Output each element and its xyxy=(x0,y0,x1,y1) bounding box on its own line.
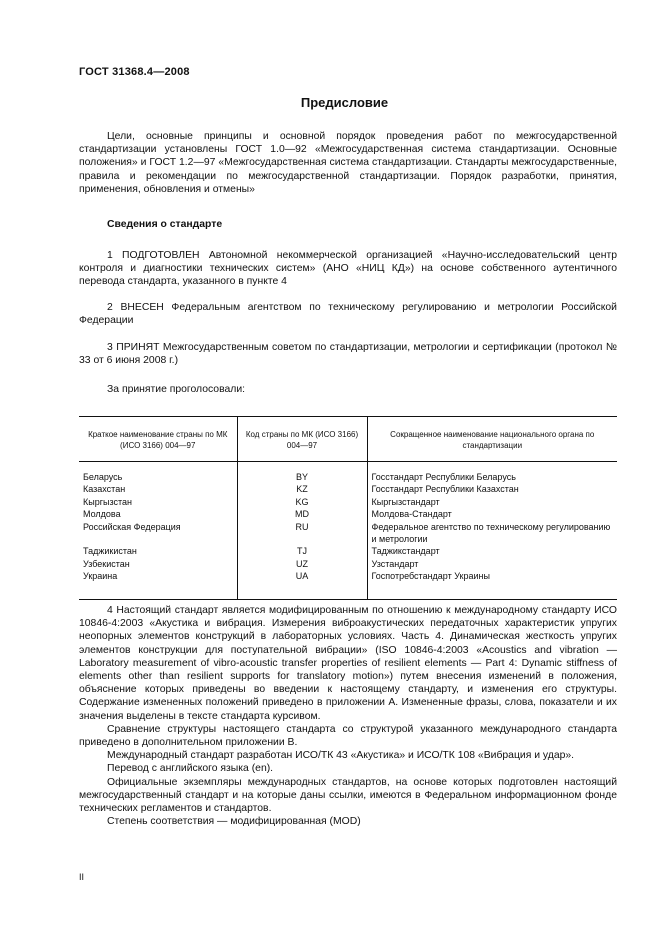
org-cell: Таджикстандарт xyxy=(367,545,617,557)
voting-table xyxy=(79,416,617,600)
table-row xyxy=(79,483,617,495)
country-cell: Казахстан xyxy=(83,484,126,495)
table-row xyxy=(79,462,617,484)
item-1: 1 ПОДГОТОВЛЕН Автономной некоммерческой организацией «Научно-исследовательский центр контроля и диагностики технических систем» (АНО «НИЦ КД») на основе собственного аутентичного перевода стандарта, указанного в пункте 4 xyxy=(79,250,617,288)
org-cell: Молдова-Стандарт xyxy=(367,508,617,520)
org-cell: Федеральное агентство по техническому регулированию и метрологии xyxy=(367,521,617,546)
table-header-row xyxy=(79,417,617,462)
country-cell: Беларусь xyxy=(83,472,123,482)
table-header-code: Код страны по МК (ИСО 3166) 004—97 xyxy=(237,417,367,462)
org-cell: Кыргызстандарт xyxy=(367,496,617,508)
item-3-block xyxy=(79,341,617,367)
vote-label: За принятие проголосовали: xyxy=(107,384,246,395)
code-cell: UA xyxy=(237,570,367,599)
code-cell: BY xyxy=(237,462,367,484)
table-row xyxy=(79,545,617,557)
item-4: 4 Настоящий стандарт является модифицированным по отношению к международному стандарту ИСО 10846-4:2003 «Акустика и вибрация. Измерения виброакустических передаточных характеристик упругих неопорных элементов конструкций в лабораторных условиях. Часть 4. Динамическая жесткость упругих элементов конструкции для поступательной вибрации» (ISO 10846-4:2003 «Acoustics and vibration — Laboratory measurement of vibro-acoustic transfer properties of resilient elements — Part 4: Dynamic stiffness of elements other than resilient supports for translatory motion») путем внесения изменений в положения, объяснение которых приведены во введении к настоящему стандарту, и изменения его структуры. Содержание измененных положений приведено в приложении А. Измененные фразы, слова, показатели и их значения выделены в тексте стандарта курсивом. xyxy=(79,605,617,722)
item-3: 3 ПРИНЯТ Межгосударственным советом по стандартизации, метрологии и сертификации (протокол № 33 от 6 июня 2008 г.) xyxy=(79,342,617,367)
table-row xyxy=(79,558,617,570)
country-cell: Украина xyxy=(79,570,237,599)
table-row xyxy=(79,521,617,546)
intro-block xyxy=(79,130,617,196)
official-copies-paragraph: Официальные экземпляры международных стандартов, на основе которых подготовлен настоящий межгосударственный стандарт и на которые даны ссылки, имеются в Федеральном информационном фонде технических регламентов и стандартов. xyxy=(79,776,617,815)
country-cell: Узбекистан xyxy=(83,558,130,569)
country-cell: Кыргызстан xyxy=(83,496,132,507)
item-2-block xyxy=(79,301,617,327)
vote-label-block xyxy=(79,383,617,396)
country-cell: Таджикистан xyxy=(83,546,137,557)
code-cell: MD xyxy=(237,508,367,520)
table-header-country: Краткое наименование страны по МК (ИСО 3166) 004—97 xyxy=(79,417,237,462)
code-cell: RU xyxy=(237,521,367,546)
table-row xyxy=(79,496,617,508)
code-cell: KG xyxy=(237,496,367,508)
table-row xyxy=(79,508,617,520)
item-2: 2 ВНЕСЕН Федеральным агентством по техническому регулированию и метрологии Российской Федерации xyxy=(79,302,617,327)
page-number: II xyxy=(79,872,85,882)
code-cell: KZ xyxy=(237,483,367,495)
conformity-paragraph: Степень соответствия — модифицированная (MOD) xyxy=(107,816,361,828)
section-heading-block xyxy=(79,219,617,230)
org-cell: Узстандарт xyxy=(367,558,617,570)
country-cell: Молдова xyxy=(83,509,121,520)
code-cell: TJ xyxy=(237,545,367,557)
table-header-org: Сокращенное наименование национального органа по стандартизации xyxy=(367,417,617,462)
org-cell: Госстандарт Республики Казахстан xyxy=(367,483,617,495)
document-header: ГОСТ 31368.4—2008 xyxy=(79,66,190,78)
intro-paragraph: Цели, основные принципы и основной порядок проведения работ по межгосударственной стандартизации установлены ГОСТ 1.0—92 «Межгосударственная система стандартизации. Основные положения» и ГОСТ 1.2—97 «Межгосударственная система стандартизации. Стандарты межгосударственные, правила и рекомендации по межгосударственной стандартизации. Порядок разработки, принятия, применения, обновления и отмены» xyxy=(79,131,617,195)
country-cell: Российская Федерация xyxy=(83,521,181,532)
comparison-paragraph: Сравнение структуры настоящего стандарта со структурой указанного международного стандарта приведено в дополнительном приложении В. xyxy=(79,723,617,749)
translation-paragraph: Перевод с английского языка (en). xyxy=(107,763,274,775)
item-1-block xyxy=(79,249,617,289)
org-cell: Госстандарт Республики Беларусь xyxy=(367,462,617,484)
item-4-block xyxy=(79,604,617,828)
org-cell: Госпотребстандарт Украины xyxy=(367,570,617,599)
page-title: Предисловие xyxy=(300,95,389,110)
table-row xyxy=(79,570,617,599)
section-heading: Сведения о стандарте xyxy=(107,219,223,230)
code-cell: UZ xyxy=(237,558,367,570)
developed-by-paragraph: Международный стандарт разработан ИСО/ТК 43 «Акустика» и ИСО/ТК 108 «Вибрация и удар». xyxy=(107,750,575,762)
